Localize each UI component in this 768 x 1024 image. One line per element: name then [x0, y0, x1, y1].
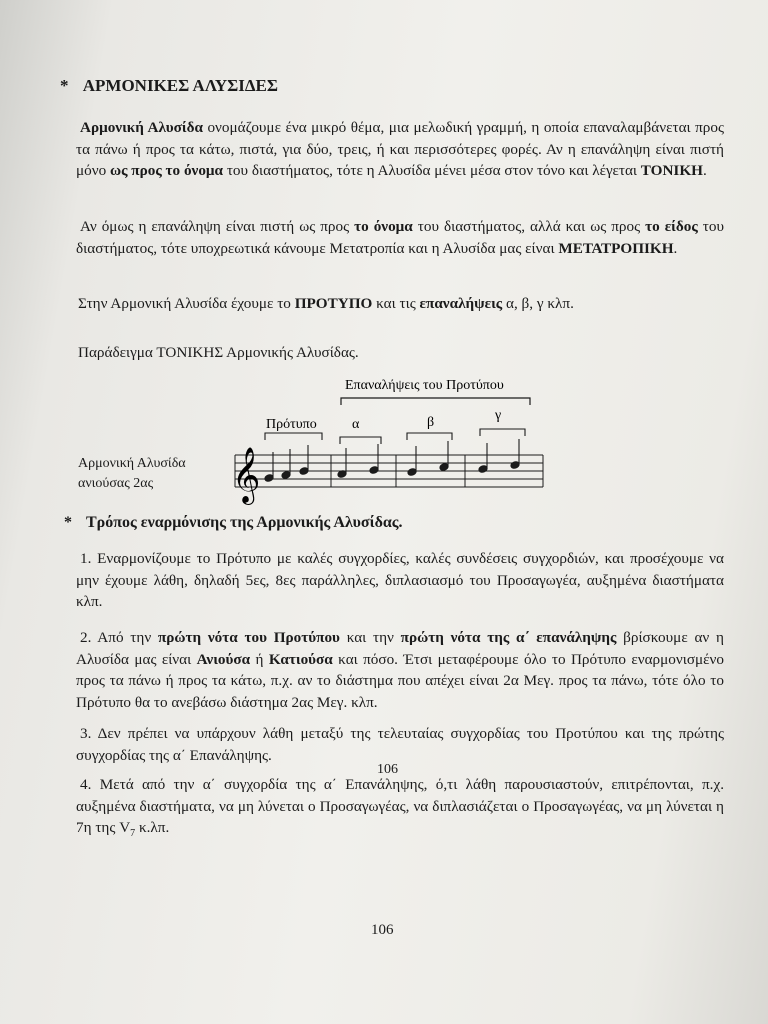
notes [264, 439, 520, 482]
stray-page-number: 106 [377, 762, 398, 777]
term-repetitions: επαναλήψεις [419, 295, 503, 312]
paragraph-definition: Αρμονική Αλυσίδα ονομάζουμε ένα μικρό θέμα, μια μελωδική γραμμή, η οποία επαναλαμβάνεται προς τα πάνω ή προς τα κάτω, πιστά, για δύο, τρεις, ή και περισσότερες φορές. Αν η επανάληψη είναι πιστή μόνο ως προς το όνομα του διαστήματος, τότε η Αλυσίδα μένει μέσα στον τόνο και λέγεται ΤΟΝΙΚΗ. [76, 119, 724, 179]
emphasis-name: το όνομα [354, 218, 413, 235]
page-number: 106 [371, 922, 394, 938]
term-modulating: ΜΕΤΑΤΡΟΠΙΚΗ [558, 239, 674, 257]
repetition-b-bracket [407, 433, 452, 440]
term-harmonic-chain: Αρμονική Αλυσίδα [80, 119, 203, 136]
repetition-c-bracket [480, 429, 525, 436]
emphasis-kind: το είδος [645, 218, 698, 235]
repetition-a-bracket [340, 437, 381, 444]
repetitions-bracket [341, 398, 530, 405]
list-item-1: 1. Εναρμονίζουμε το Πρότυπο με καλές συγχορδίες, καλές συνδέσεις συγχορδιών, και προσέχουμε να μην έχουμε λάθη, δηλαδή 5ες, 8ες παράλληλες, διπλασιασμό του Προσαγωγέα, αυξημένα διαστήματα κλπ. [76, 550, 724, 610]
section-heading-harmonic-chains [60, 76, 278, 96]
heading-text: Τρόπος εναρμόνισης της Αρμονικής Αλυσίδας. [86, 514, 403, 531]
heading-bullet: * [64, 514, 72, 531]
staff-label: Αρμονική Αλυσίδα ανιούσας 2ας [78, 456, 186, 491]
prototype-label: Πρότυπο [266, 417, 317, 432]
list-item-4: 4. Μετά από την α΄ συγχορδία της α΄ Επανάληψης, ό,τι λάθη παρουσιαστούν, επιτρέπονται, π.χ. αυξημένα διαστήματα, να μη λύνεται ο Προσαγωγέας, να διπλασιάζεται ο Προσαγωγέας, να μη λύνεται η 7η της $V_7$ κ.λπ. [76, 776, 724, 840]
paragraph-modulating: Αν όμως η επανάληψη είναι πιστή ως προς το όνομα του διαστήματος, αλλά και ως προς το είδος του διαστήματος, τότε υποχρεωτικά κάνουμε Μετατροπία και η Αλυσίδα μας είναι ΜΕΤΑΤΡΟΠΙΚΗ. [76, 218, 724, 257]
repetitions-label: Επαναλήψεις του Προτύπου [345, 378, 504, 393]
term-prototype: ΠΡΟΤΥΠΟ [294, 295, 373, 312]
term-tonic: ΤΟΝΙΚΗ [640, 162, 703, 179]
treble-clef-icon: 𝄞 [232, 449, 261, 502]
list-item-2: 2. Από την πρώτη νότα του Προτύπου και την πρώτη νότα της α΄ επανάληψης βρίσκουμε αν η Αλυσίδα μας είναι Ανιούσα ή Κατιούσα και πόσο. Έτσι μεταφέρουμε όλο το Πρότυπο εναρμονισμένο προς τα πάνω ή προς τα κάτω, π.χ. αν το διάστημα που απέχει είναι 2α Μεγ. προς τα πάνω, τότε όλο το Πρότυπο θα το ανεβάσω διάστημα 2ας Μεγ. κλπ. [76, 629, 724, 711]
paragraph-prototype: Στην Αρμονική Αλυσίδα έχουμε το ΠΡΟΤΥΠΟ και τις επαναλήψεις α, β, γ κλπ. [78, 295, 574, 312]
repetition-b-label: β [427, 415, 435, 430]
heading-text: ΑΡΜΟΝΙΚΕΣ ΑΛΥΣΙΔΕΣ [82, 76, 278, 95]
staff-lines [235, 455, 543, 487]
repetition-a-label: α [352, 417, 360, 432]
section-heading-harmonization [64, 514, 403, 532]
example-title: Παράδειγμα ΤΟΝΙΚΗΣ Αρμονικής Αλυσίδας. [78, 344, 359, 361]
heading-bullet: * [60, 76, 69, 95]
prototype-bracket [265, 433, 322, 440]
emphasis-by-name: ως προς το όνομα [110, 162, 224, 179]
repetition-c-label: γ [495, 408, 502, 423]
list-item-3: 3. Δεν πρέπει να υπάρχουν λάθη μεταξύ της τελευταίας συγχορδίας του Προτύπου και της πρώτης συγχορδίας της α΄ Επανάληψης. [76, 725, 724, 764]
